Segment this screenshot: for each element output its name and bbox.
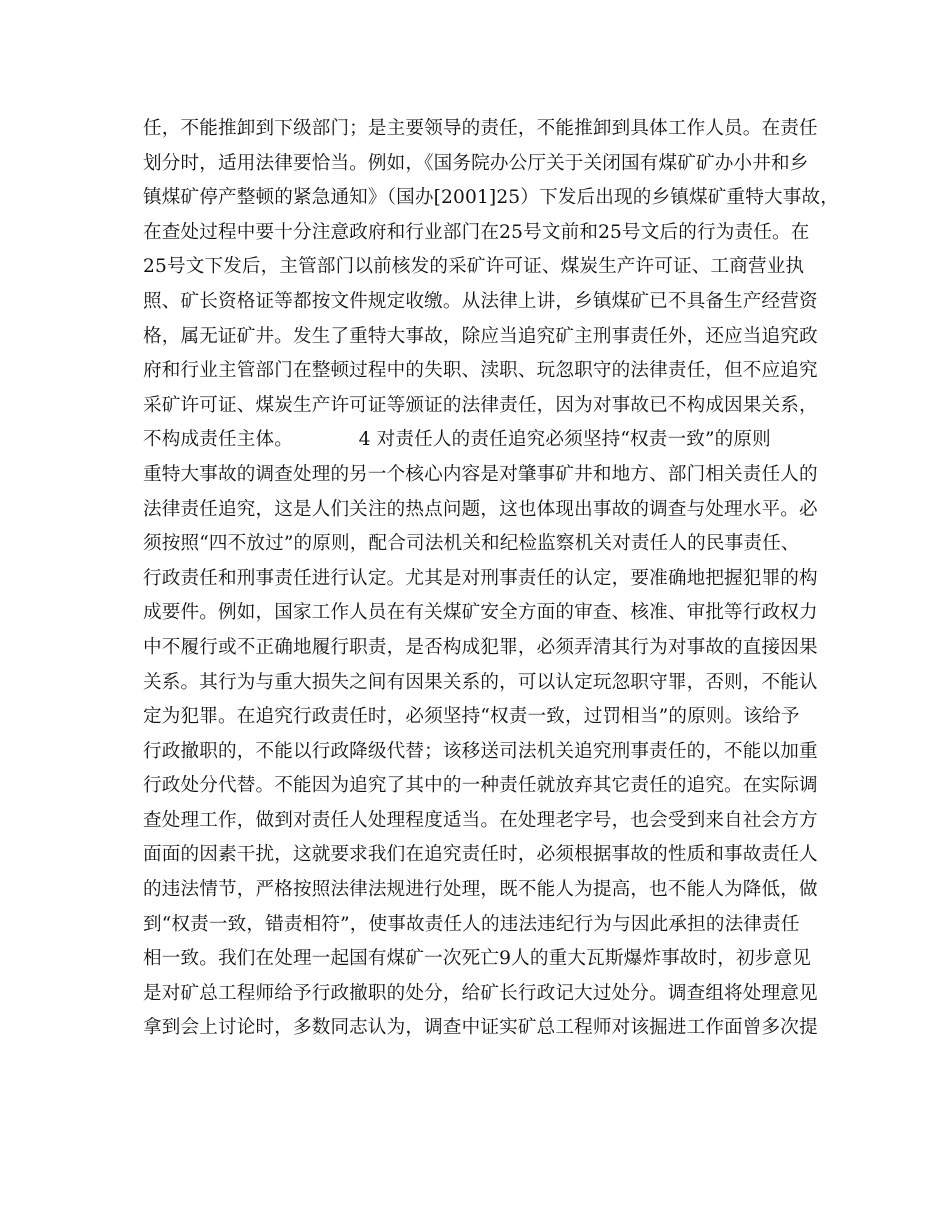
text-line: 不构成责任主体。 4 对责任人的责任追究必须坚持“权责一致”的原则 <box>143 429 771 451</box>
text-line: 的违法情节，严格按照法律法规进行处理，既不能人为提高，也不能人为降低，做 <box>143 879 818 901</box>
text-line: 重特大事故的调查处理的另一个核心内容是对肇事矿井和地方、部门相关责任人的 <box>143 463 818 485</box>
text-line: 成要件。例如，国家工作人员在有关煤矿安全方面的审查、核准、审批等行政权力 <box>143 602 818 624</box>
text-line: 法律责任追究，这是人们关注的热点问题，这也体现出事故的调查与处理水平。必 <box>143 498 818 520</box>
text-line: 采矿许可证、煤炭生产许可证等颁证的法律责任，因为对事故已不构成因果关系， <box>143 394 818 416</box>
text-line: 定为犯罪。在追究行政责任时，必须坚持“权责一致，过罚相当”的原则。该给予 <box>143 706 800 728</box>
text-line: 格，属无证矿井。发生了重特大事故，除应当追究矿主刑事责任外，还应当追究政 <box>143 325 818 347</box>
text-line: 府和行业主管部门在整顿过程中的失职、渎职、玩忽职守的法律责任，但不应追究 <box>143 360 818 382</box>
text-line: 查处理工作，做到对责任人处理程度适当。在处理老字号，也会受到来自社会方方 <box>143 809 818 831</box>
text-line: 照、矿长资格证等都按文件规定收缴。从法律上讲，乡镇煤矿已不具备生产经营资 <box>143 290 818 312</box>
text-line: 须按照“四不放过”的原则，配合司法机关和纪检监察机关对责任人的民事责任、 <box>143 533 800 555</box>
text-line: 关系。其行为与重大损失之间有因果关系的，可以认定玩忽职守罪，否则，不能认 <box>143 671 818 693</box>
text-line: 任，不能推卸到下级部门；是主要领导的责任，不能推卸到具体工作人员。在责任 <box>143 118 818 139</box>
text-line: 是对矿总工程师给予行政撤职的处分，给矿长行政记大过处分。调查组将处理意见 <box>143 982 818 1004</box>
text-line: 行政责任和刑事责任进行认定。尤其是对刑事责任的认定，要准确地把握犯罪的构 <box>143 567 818 589</box>
text-line: 25号文下发后，主管部门以前核发的采矿许可证、煤炭生产许可证、工商营业执 <box>143 256 805 278</box>
text-line: 面面的因素干扰，这就要求我们在追究责任时，必须根据事故的性质和事故责任人 <box>143 844 818 866</box>
text-line: 相一致。我们在处理一起国有煤矿一次死亡9人的重大瓦斯爆炸事故时，初步意见 <box>143 948 812 970</box>
body-text <box>143 112 839 1046</box>
text-line: 划分时，适用法律要恰当。例如，《国务院办公厅关于关闭国有煤矿矿办小井和乡 <box>143 152 809 174</box>
text-line: 镇煤矿停产整顿的紧急通知》（国办[2001]25）下发后出现的乡镇煤矿重特大事故， <box>143 187 839 209</box>
text-line: 中不履行或不正确地履行职责，是否构成犯罪，必须弄清其行为对事故的直接因果 <box>143 636 818 658</box>
text-line: 在查处过程中要十分注意政府和行业部门在25号文前和25号文后的行为责任。在 <box>143 221 810 243</box>
text-line: 行政撤职的，不能以行政降级代替；该移送司法机关追究刑事责任的，不能以加重 <box>143 740 818 762</box>
text-line: 行政处分代替。不能因为追究了其中的一种责任就放弃其它责任的追究。在实际调 <box>143 775 818 797</box>
text-line: 拿到会上讨论时，多数同志认为，调查中证实矿总工程师对该掘进工作面曾多次提 <box>143 1017 818 1039</box>
text-line: 到“权责一致，错责相符”，使事故责任人的违法违纪行为与因此承担的法律责任 <box>143 913 800 935</box>
